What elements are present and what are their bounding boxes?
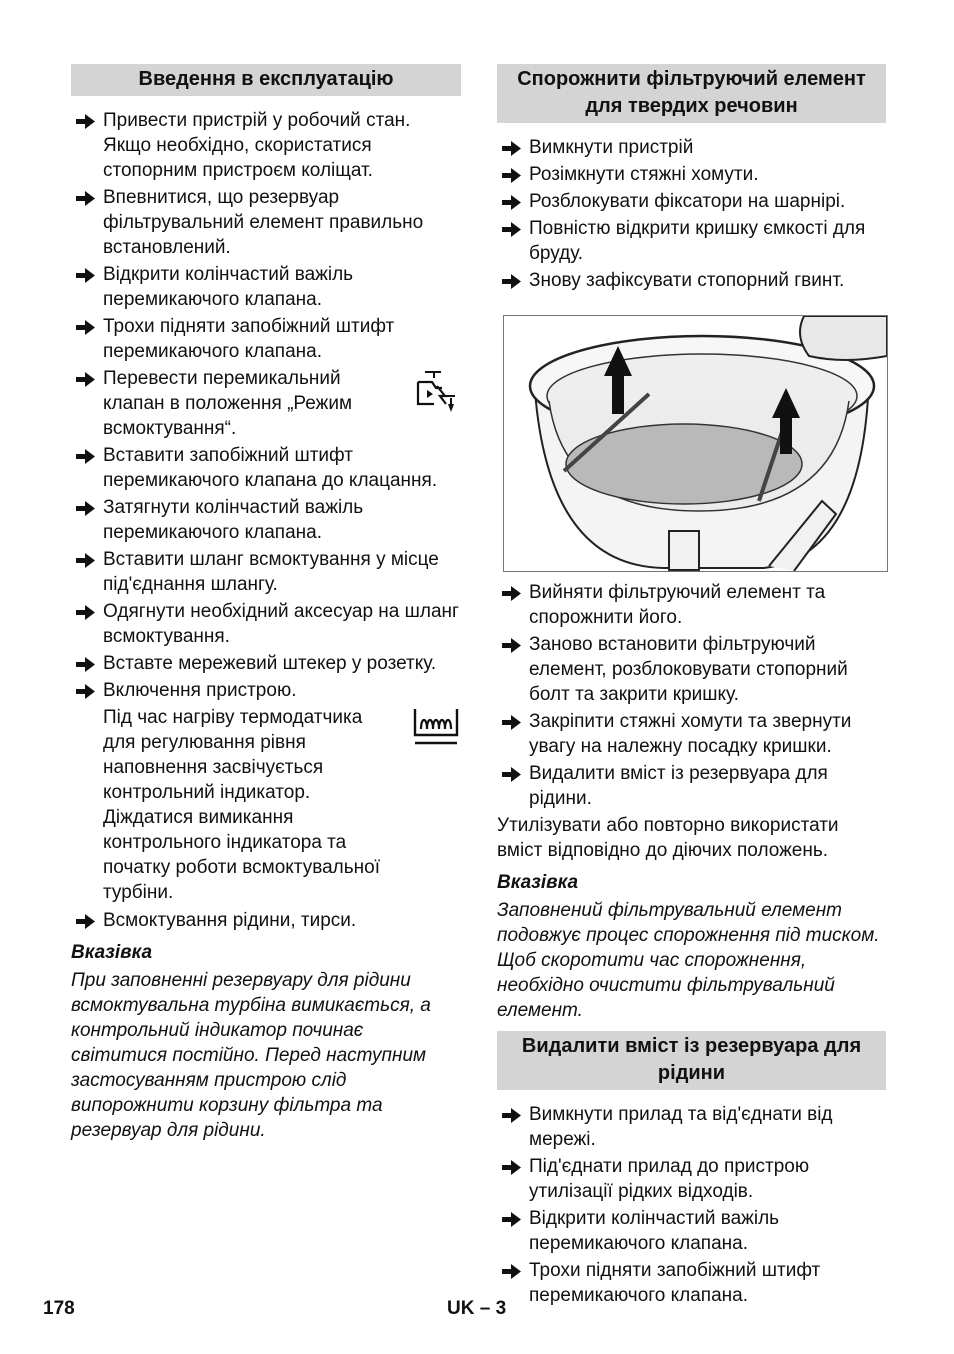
filter-removal-illustration [503, 315, 888, 572]
list-item: Впевнитися, що резервуар фільтрувальний елемент правильно встановлений. [71, 185, 461, 260]
empty-filter-steps [497, 135, 886, 293]
list-item: Включення пристрою. [71, 678, 461, 703]
list-item: Повністю відкрити кришку ємкості для бруду. [497, 216, 886, 266]
filter-removal-drawing [504, 316, 887, 571]
heating-info: Під час нагріву термодатчика для регулювання рівня наповнення засвічується контрольний індикатор. Діждатися вимикання контрольного індикатора та початку роботи всмоктувальної турбіни. [71, 705, 461, 905]
note-body: При заповненні резервуару для рідини всмоктувальна турбіна вимикається, а контрольний індикатор починає світитися постійно. Перед наступним застосуванням пристрою слід випорожнити корзину фільтра та резервуар для рідини. [71, 970, 431, 1141]
arrow-right-icon [502, 1108, 521, 1123]
section-heading-empty-filter: Спорожнити фільтруючий елемент для твердих речовин [497, 64, 886, 123]
commissioning-steps-end [71, 908, 461, 933]
arrow-right-icon [76, 605, 95, 620]
language-page-label: UK – 3 [447, 1298, 507, 1319]
arrow-right-icon [502, 1212, 521, 1227]
list-item: Під'єднати прилад до пристрою утилізації рідких відходів. [497, 1154, 886, 1204]
list-item: Вийняти фільтруючий елемент та спорожнити його. [497, 580, 886, 630]
list-item: Розімкнути стяжні хомути. [497, 162, 886, 187]
note-title: Вказівка [71, 942, 153, 963]
heating-coil-icon [413, 705, 459, 747]
arrow-right-icon [76, 657, 95, 672]
list-item: Перевести перемикальний клапан в положення „Режим всмоктування“. [71, 366, 461, 441]
list-item: Привести пристрій у робочий стан. Якщо необхідно, скористатися стопорним пристроєм коліщат. [71, 108, 461, 183]
arrow-right-icon [76, 114, 95, 129]
list-item: Затягнути колінчастий важіль перемикаючого клапана. [71, 495, 461, 545]
list-item: Закріпити стяжні хомути та звернути увагу на належну посадку кришки. [497, 709, 886, 759]
list-item: Вставити запобіжний штифт перемикаючого клапана до клацання. [71, 443, 461, 493]
list-item: Відкрити колінчастий важіль перемикаючого клапана. [497, 1206, 886, 1256]
list-item: Всмоктування рідини, тирси. [71, 908, 461, 933]
right-column [497, 64, 886, 1310]
list-item: Одягнути необхідний аксесуар на шланг всмоктування. [71, 599, 461, 649]
list-item: Вставте мережевий штекер у розетку. [71, 651, 461, 676]
note-body: Заповнений фільтрувальний елемент подовжує процес спорожнення під тиском. Щоб скоротити час спорожнення, необхідно очистити фільтрувальний елемент. [497, 900, 880, 1021]
list-item: Розблокувати фіксатори на шарнірі. [497, 189, 886, 214]
section-heading-commissioning: Введення в експлуатацію [71, 64, 461, 96]
list-item: Трохи підняти запобіжний штифт перемикаючого клапана. [71, 314, 461, 364]
arrow-right-icon [502, 1264, 521, 1279]
arrow-right-icon [502, 638, 521, 653]
arrow-right-icon [502, 168, 521, 183]
commissioning-steps [71, 108, 461, 703]
arrow-right-icon [502, 141, 521, 156]
left-column [71, 64, 461, 1143]
empty-liquid-steps [497, 1102, 886, 1308]
arrow-right-icon [76, 372, 95, 387]
list-item: Видалити вміст із резервуара для рідини. [497, 761, 886, 811]
list-item: Відкрити колінчастий важіль перемикаючого клапана. [71, 262, 461, 312]
list-item: Заново встановити фільтруючий елемент, розблоковувати стопорний болт та закрити кришку. [497, 632, 886, 707]
note-title: Вказівка [497, 872, 579, 893]
arrow-right-icon [76, 501, 95, 516]
arrow-right-icon [502, 274, 521, 289]
list-item: Вимкнути прилад та від'єднати від мережі. [497, 1102, 886, 1152]
list-item: Знову зафіксувати стопорний гвинт. [497, 268, 886, 293]
arrow-right-icon [502, 767, 521, 782]
arrow-right-icon [502, 1160, 521, 1175]
arrow-right-icon [76, 684, 95, 699]
arrow-right-icon [502, 222, 521, 237]
arrow-right-icon [76, 268, 95, 283]
list-item: Трохи підняти запобіжний штифт перемикаючого клапана. [497, 1258, 886, 1308]
arrow-right-icon [76, 553, 95, 568]
list-item: Вимкнути пристрій [497, 135, 886, 160]
arrow-right-icon [502, 195, 521, 210]
arrow-right-icon [76, 914, 95, 929]
suction-mode-icon [415, 368, 459, 414]
arrow-right-icon [502, 586, 521, 601]
list-item: Вставити шланг всмоктування у місце під'єднання шлангу. [71, 547, 461, 597]
arrow-right-icon [502, 715, 521, 730]
page-number: 178 [43, 1298, 75, 1319]
arrow-right-icon [76, 449, 95, 464]
empty-filter-steps-continued [497, 580, 886, 811]
arrow-right-icon [76, 191, 95, 206]
arrow-right-icon [76, 320, 95, 335]
disposal-text: Утилізувати або повторно використати вміст відповідно до діючих положень. [497, 815, 839, 861]
section-heading-empty-liquid-tank: Видалити вміст із резервуара для рідини [497, 1031, 886, 1090]
